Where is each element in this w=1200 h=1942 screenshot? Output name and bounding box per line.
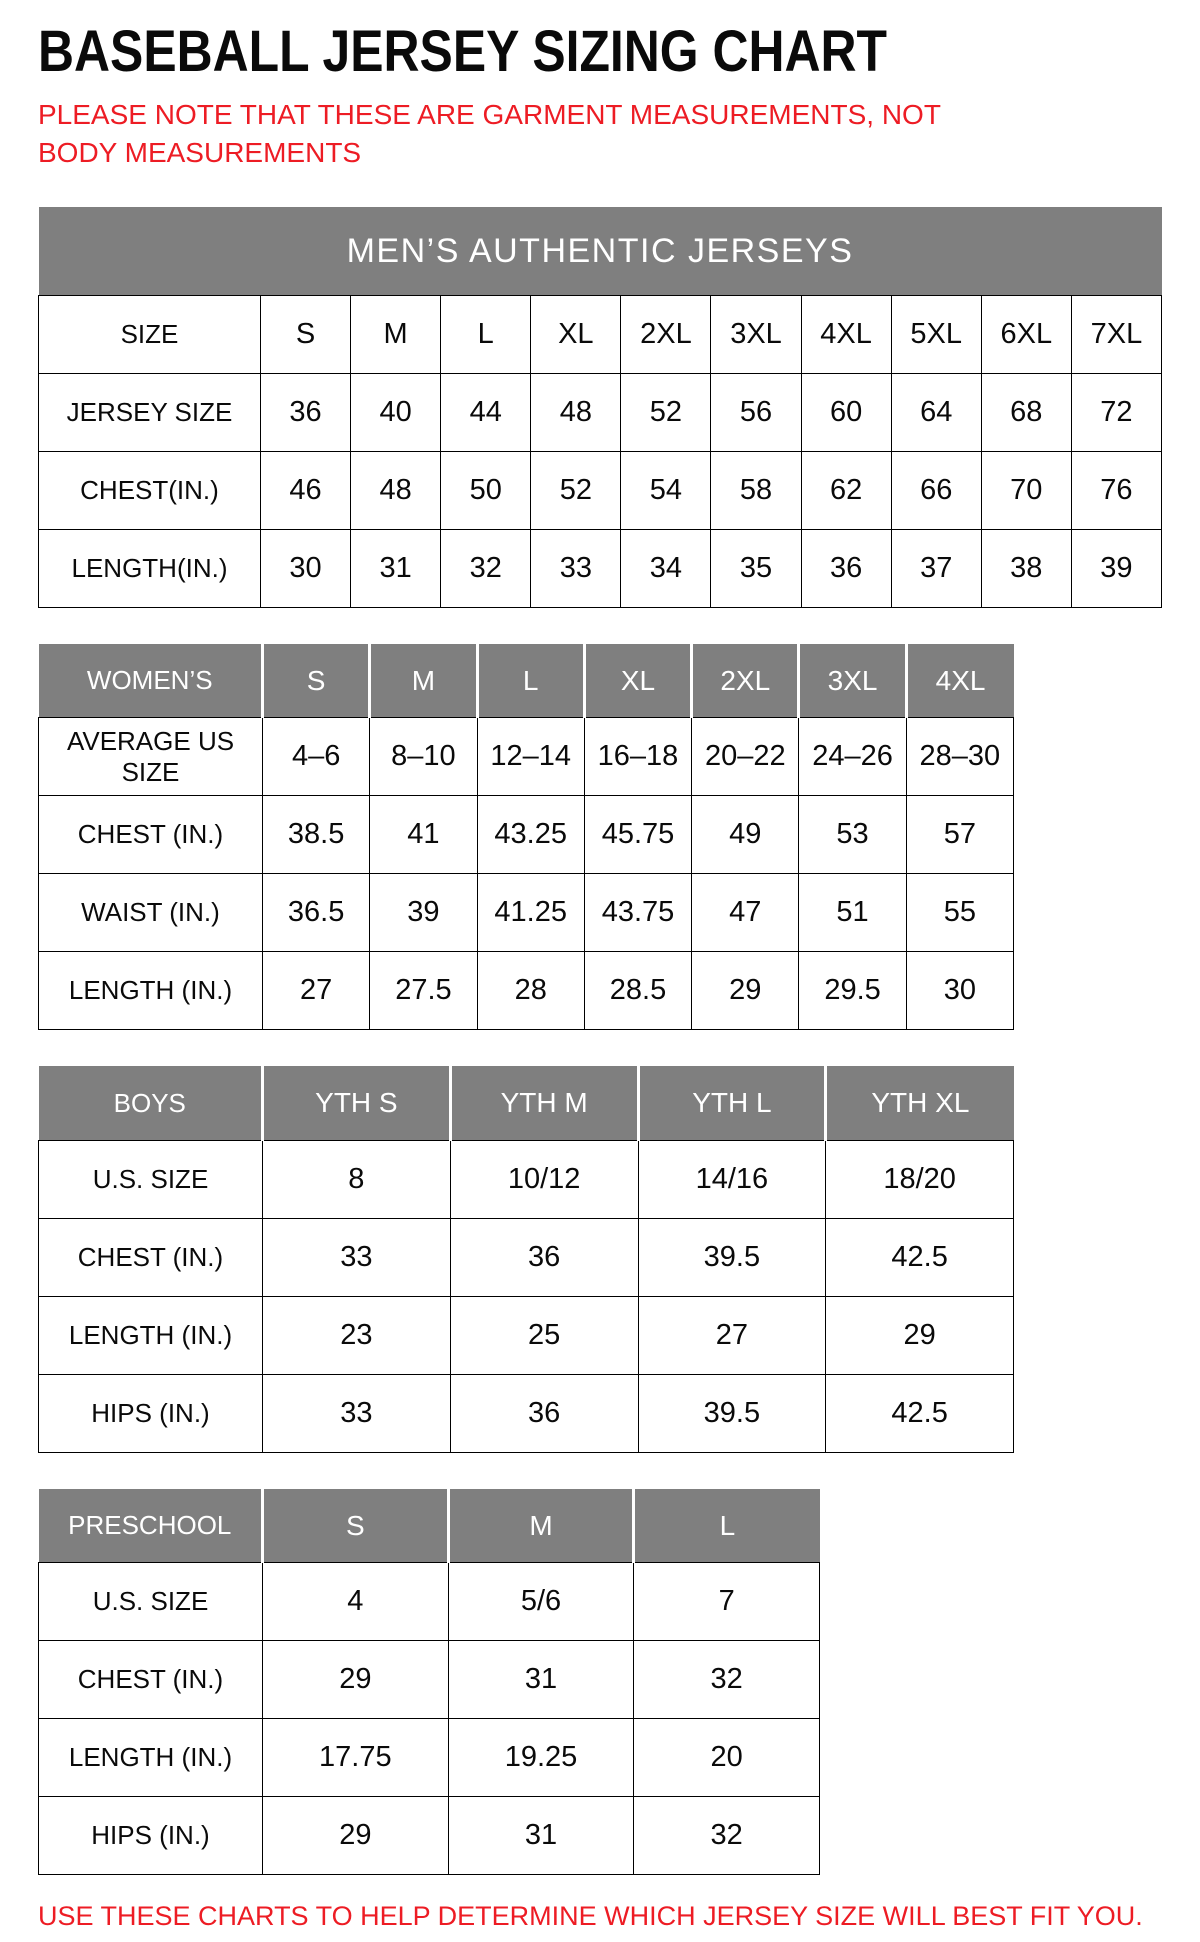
header-row — [39, 1489, 820, 1563]
table-row — [39, 1563, 820, 1641]
value-cell: 45.75 — [584, 796, 691, 874]
size-header-cell: S — [263, 644, 370, 718]
value-cell: 4XL — [801, 295, 891, 373]
row-label-cell: CHEST (IN.) — [39, 1218, 263, 1296]
value-cell: 36.5 — [263, 874, 370, 952]
value-cell: 56 — [711, 373, 801, 451]
value-cell: 7 — [634, 1563, 820, 1641]
value-cell: 33 — [263, 1218, 451, 1296]
value-cell: 14/16 — [638, 1140, 826, 1218]
value-cell: 28–30 — [906, 718, 1013, 796]
value-cell: 35 — [711, 529, 801, 607]
row-label-cell: SIZE — [39, 295, 261, 373]
value-cell: 29 — [826, 1296, 1014, 1374]
value-cell: 37 — [891, 529, 981, 607]
value-cell: 28.5 — [584, 952, 691, 1030]
value-cell: 46 — [261, 451, 351, 529]
value-cell: 42.5 — [826, 1374, 1014, 1452]
header-label-cell: PRESCHOOL — [39, 1489, 263, 1563]
size-header-cell: YTH M — [450, 1066, 638, 1140]
garment-measurements-note: PLEASE NOTE THAT THESE ARE GARMENT MEASUREMENTS, NOT BODY MEASUREMENTS — [38, 98, 941, 168]
value-cell: 30 — [261, 529, 351, 607]
value-cell: 16–18 — [584, 718, 691, 796]
size-header-cell: 2XL — [692, 644, 799, 718]
table-banner: MEN’S AUTHENTIC JERSEYS — [39, 207, 1162, 295]
value-cell: 54 — [621, 451, 711, 529]
value-cell: 43.25 — [477, 796, 584, 874]
row-label-cell: CHEST (IN.) — [39, 1641, 263, 1719]
value-cell: 38.5 — [263, 796, 370, 874]
value-cell: 32 — [634, 1641, 820, 1719]
size-header-cell: L — [477, 644, 584, 718]
row-label-cell: CHEST(IN.) — [39, 451, 261, 529]
value-cell: 47 — [692, 874, 799, 952]
mens-authentic-jerseys-table — [38, 207, 1162, 608]
value-cell: 19.25 — [448, 1719, 634, 1797]
table-row — [39, 1218, 1014, 1296]
value-cell: 30 — [906, 952, 1013, 1030]
value-cell: 57 — [906, 796, 1013, 874]
size-header-cell: 3XL — [799, 644, 906, 718]
table-row — [39, 1797, 820, 1875]
value-cell: 6XL — [981, 295, 1071, 373]
boys-sizing-table — [38, 1066, 1014, 1453]
value-cell: 50 — [441, 451, 531, 529]
row-label-cell: LENGTH (IN.) — [39, 1719, 263, 1797]
value-cell: 39 — [370, 874, 477, 952]
banner-row — [39, 207, 1162, 295]
value-cell: 43.75 — [584, 874, 691, 952]
value-cell: 49 — [692, 796, 799, 874]
value-cell: 53 — [799, 796, 906, 874]
value-cell: XL — [531, 295, 621, 373]
table-row — [39, 1719, 820, 1797]
value-cell: 68 — [981, 373, 1071, 451]
value-cell: 64 — [891, 373, 981, 451]
size-header-cell: YTH L — [638, 1066, 826, 1140]
value-cell: 3XL — [711, 295, 801, 373]
value-cell: 36 — [450, 1218, 638, 1296]
table-row — [39, 874, 1014, 952]
value-cell: 39.5 — [638, 1374, 826, 1452]
value-cell: 41.25 — [477, 874, 584, 952]
value-cell: 76 — [1071, 451, 1161, 529]
page-title: BASEBALL JERSEY SIZING CHART — [38, 19, 888, 84]
value-cell: 51 — [799, 874, 906, 952]
value-cell: 7XL — [1071, 295, 1161, 373]
value-cell: 36 — [261, 373, 351, 451]
value-cell: 23 — [263, 1296, 451, 1374]
value-cell: 4 — [263, 1563, 449, 1641]
value-cell: 48 — [531, 373, 621, 451]
size-header-cell: YTH XL — [826, 1066, 1014, 1140]
size-header-cell: XL — [584, 644, 691, 718]
value-cell: 48 — [351, 451, 441, 529]
value-cell: 33 — [263, 1374, 451, 1452]
value-cell: 24–26 — [799, 718, 906, 796]
table-row — [39, 295, 1162, 373]
value-cell: 70 — [981, 451, 1071, 529]
value-cell: 41 — [370, 796, 477, 874]
table-row — [39, 1374, 1014, 1452]
value-cell: 44 — [441, 373, 531, 451]
table-row — [39, 952, 1014, 1030]
womens-sizing-table — [38, 644, 1014, 1031]
row-label-cell: JERSEY SIZE — [39, 373, 261, 451]
value-cell: 12–14 — [477, 718, 584, 796]
value-cell: 5XL — [891, 295, 981, 373]
row-label-cell: U.S. SIZE — [39, 1140, 263, 1218]
value-cell: 27 — [263, 952, 370, 1030]
size-header-cell: M — [370, 644, 477, 718]
value-cell: 42.5 — [826, 1218, 1014, 1296]
value-cell: 55 — [906, 874, 1013, 952]
size-header-cell: S — [263, 1489, 449, 1563]
header-label-cell: BOYS — [39, 1066, 263, 1140]
value-cell: 32 — [634, 1797, 820, 1875]
row-label-cell: CHEST (IN.) — [39, 796, 263, 874]
row-label-cell: LENGTH (IN.) — [39, 1296, 263, 1374]
row-label-cell: HIPS (IN.) — [39, 1374, 263, 1452]
table-row — [39, 373, 1162, 451]
row-label-cell: LENGTH(IN.) — [39, 529, 261, 607]
size-header-cell: M — [448, 1489, 634, 1563]
value-cell: 29.5 — [799, 952, 906, 1030]
header-row — [39, 644, 1014, 718]
value-cell: 5/6 — [448, 1563, 634, 1641]
value-cell: 29 — [692, 952, 799, 1030]
table-row — [39, 1641, 820, 1719]
header-label-cell: WOMEN’S — [39, 644, 263, 718]
value-cell: 39 — [1071, 529, 1161, 607]
value-cell: 8 — [263, 1140, 451, 1218]
value-cell: 31 — [448, 1641, 634, 1719]
table-row — [39, 796, 1014, 874]
value-cell: 39.5 — [638, 1218, 826, 1296]
value-cell: 36 — [450, 1374, 638, 1452]
value-cell: 28 — [477, 952, 584, 1030]
value-cell: 34 — [621, 529, 711, 607]
row-label-cell: HIPS (IN.) — [39, 1797, 263, 1875]
size-header-cell: L — [634, 1489, 820, 1563]
value-cell: 32 — [441, 529, 531, 607]
table-row — [39, 1140, 1014, 1218]
value-cell: 38 — [981, 529, 1071, 607]
value-cell: 60 — [801, 373, 891, 451]
row-label-cell: AVERAGE US SIZE — [39, 718, 263, 796]
value-cell: 52 — [621, 373, 711, 451]
value-cell: 36 — [801, 529, 891, 607]
value-cell: 72 — [1071, 373, 1161, 451]
value-cell: 17.75 — [263, 1719, 449, 1797]
header-row — [39, 1066, 1014, 1140]
size-header-cell: 4XL — [906, 644, 1013, 718]
value-cell: 8–10 — [370, 718, 477, 796]
table-row — [39, 529, 1162, 607]
table-row — [39, 1296, 1014, 1374]
value-cell: 62 — [801, 451, 891, 529]
table-row — [39, 718, 1014, 796]
value-cell: 29 — [263, 1641, 449, 1719]
value-cell: 31 — [448, 1797, 634, 1875]
value-cell: 2XL — [621, 295, 711, 373]
value-cell: L — [441, 295, 531, 373]
value-cell: 20 — [634, 1719, 820, 1797]
value-cell: 66 — [891, 451, 981, 529]
value-cell: 20–22 — [692, 718, 799, 796]
table-row — [39, 451, 1162, 529]
row-label-cell: WAIST (IN.) — [39, 874, 263, 952]
size-header-cell: YTH S — [263, 1066, 451, 1140]
value-cell: 29 — [263, 1797, 449, 1875]
value-cell: 10/12 — [450, 1140, 638, 1218]
value-cell: 52 — [531, 451, 621, 529]
value-cell: 58 — [711, 451, 801, 529]
row-label-cell: LENGTH (IN.) — [39, 952, 263, 1030]
value-cell: 27.5 — [370, 952, 477, 1030]
value-cell: 33 — [531, 529, 621, 607]
preschool-sizing-table — [38, 1489, 820, 1876]
row-label-cell: U.S. SIZE — [39, 1563, 263, 1641]
footer-note: USE THESE CHARTS TO HELP DETERMINE WHICH JERSEY SIZE WILL BEST FIT YOU. — [38, 1901, 1143, 1932]
value-cell: 40 — [351, 373, 441, 451]
value-cell: S — [261, 295, 351, 373]
value-cell: 4–6 — [263, 718, 370, 796]
value-cell: M — [351, 295, 441, 373]
value-cell: 25 — [450, 1296, 638, 1374]
value-cell: 31 — [351, 529, 441, 607]
value-cell: 27 — [638, 1296, 826, 1374]
value-cell: 18/20 — [826, 1140, 1014, 1218]
